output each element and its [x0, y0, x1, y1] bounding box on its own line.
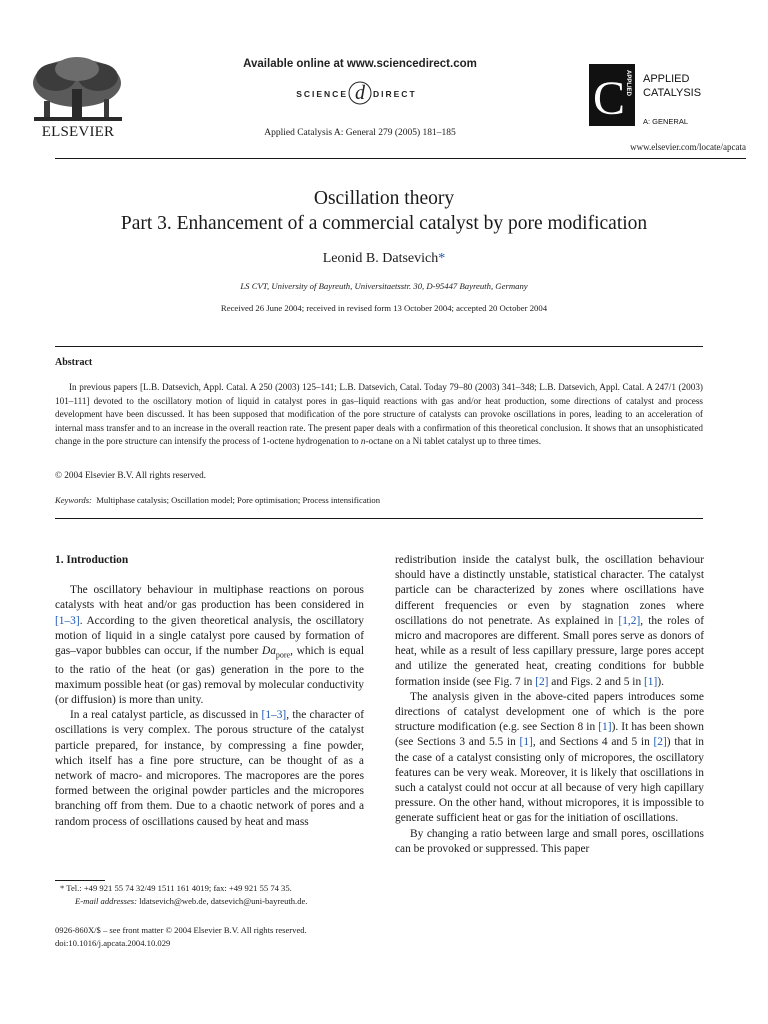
left-column — [55, 553, 364, 830]
abstract-bottom-rule — [55, 518, 703, 519]
author-line — [20, 251, 748, 267]
citation-link[interactable]: [1] — [598, 721, 612, 734]
citation-link[interactable]: [2] — [653, 736, 667, 749]
footnote-tel-fax: * Tel.: +49 921 55 74 32/49 1511 161 4019; fax: +49 921 55 74 35. — [60, 883, 292, 893]
received-dates: Received 26 June 2004; received in revised form 13 October 2004; accepted 20 October 2004 — [220, 303, 548, 313]
intro-paragraph-2: In a real catalyst particle, as discussed in [1–3], the character of oscillations is very complex. The porous structure of the catalyst particle prepared, for instance, by compressing a fine powder, which itself has a fine pore structure, can be thought of as a network of macro- and micropores. The macropores are the pores formed between the original powder particles and the micropores branching off from them. Due to a chaotic network of pores and a random process of oscillations caused by heat and mass — [55, 709, 364, 828]
citation-link[interactable]: [2] — [535, 675, 549, 688]
author-footnote-marker[interactable]: * — [438, 251, 446, 266]
available-online-text[interactable]: Available online at www.sciencedirect.com — [243, 58, 477, 70]
footnote-rule — [55, 880, 105, 881]
doi[interactable]: doi:10.1016/j.apcata.2004.10.029 — [55, 938, 171, 948]
intro-paragraph-3: redistribution inside the catalyst bulk, the oscillation behaviour should have a distinctly unstable, statistical character. The catalyst particle can be characterized by zones where oscillations have different frequencies or even by stagnation zones where oscillations do not penetrate. As explained in [1,2], the roles of micro and macropores are different. Small pores serve as donors of heat, while as a result of less capillary pressure, large pores accept and utilize the generated heat, creating conditions for bubble formation inside (see Fig. 7 in [2] and Figs. 2 and 5 in [1]). — [395, 554, 704, 688]
citation-link[interactable]: [1–3] — [261, 709, 287, 722]
abstract-body: In previous papers [L.B. Datsevich, Appl. Catal. A 250 (2003) 125–141; L.B. Datsevich, Catal. Today 79–80 (2003) 341–348; L.B. Datsevich, Appl. Catal. A 247/1 (2003) 101–111] devoted to the oscillatory motion of liquid in catalyst pores in gas–liquid reactions with gas and/or heat production, some directions of catalyst and process development have been discussed. It has been supposed that modification of the pore structure of catalysts can provoke oscillations in pores, leading to an acceleration of internal mass transfer and to an increase in the overall reaction rate. The present paper deals with a confirmation of this theoretical conclusion. It shows that an unsophisticated change in the pore structure can intensify the process of 1-octene hydrogenation to n-octane on a Ni tablet catalyst up to three times. — [55, 382, 703, 447]
footnote-emails — [75, 896, 307, 906]
citation-link[interactable]: [1,2] — [618, 614, 641, 627]
journal-citation: Applied Catalysis A: General 279 (2005) 181–185 — [264, 128, 456, 138]
sd-left-text: SCIENCE — [296, 89, 348, 99]
citation-link[interactable]: [1] — [519, 736, 533, 749]
svg-text:C: C — [592, 72, 626, 125]
section-heading-introduction: 1. Introduction — [55, 554, 129, 566]
header-rule — [55, 158, 746, 159]
abstract-top-rule — [55, 346, 703, 347]
citation-link[interactable]: [1] — [644, 675, 658, 688]
keywords-label: Keywords: — [55, 495, 92, 505]
author-name: Leonid B. Datsevich — [322, 251, 439, 266]
sd-right-text: DIRECT — [373, 89, 417, 99]
journal-url[interactable]: www.elsevier.com/locate/apcata — [630, 142, 746, 152]
svg-text:CATALYSIS: CATALYSIS — [643, 87, 702, 99]
svg-text:APPLIED: APPLIED — [625, 70, 631, 97]
front-matter: 0926-860X/$ – see front matter © 2004 Elsevier B.V. All rights reserved. — [55, 925, 307, 935]
intro-paragraph-1: The oscillatory behaviour in multiphase reactions on porous catalysts with heat and/or gas production has been considered in [1–3]. According to the given theoretical analysis, the oscillatory motion of liquid in a single catalyst pore caused by formation of gas–vapor bubbles can occur, if the number $Da_{pore}$, which is equal to the ratio of the heat (or gas) generation in the pore to the maximum possible heat (or gas) removal by molecular conductivity (or diffusion) is more than unity. — [55, 584, 365, 706]
keywords-text: Multiphase catalysis; Oscillation model; Pore optimisation; Process intensification — [96, 495, 381, 505]
intro-paragraph-4: The analysis given in the above-cited papers introduces some directions of catalyst development one of which is the pore structure modification (e.g. see Section 8 in [1]). It has been shown (see Sections 3 and 5.5 in [1], and Sections 4 and 5 in [2]) that in the case of a catalyst consisting only of micropores, the oscillatory features can be very weak. Moreover, it is likely that oscillations in such a catalyst could not occur at all because of very high capillary pressure. On the other hand, without micropores, it is impossible to generate sufficient heat or gas for the initiation of oscillations. — [395, 690, 704, 825]
abstract-heading: Abstract — [55, 357, 93, 368]
title-line-2: Part 3. Enhancement of a commercial catalyst by pore modification — [120, 213, 648, 234]
email-label: E-mail addresses: — [75, 896, 137, 906]
keywords — [55, 495, 380, 505]
citation-link[interactable]: [1–3] — [55, 614, 80, 627]
title-line-1: Oscillation theory — [313, 188, 455, 209]
abstract-copyright: © 2004 Elsevier B.V. All rights reserved. — [55, 470, 206, 480]
right-column — [395, 553, 704, 857]
applied-catalysis-logo — [587, 62, 747, 128]
sciencedirect-logo — [230, 80, 490, 106]
svg-text:A: GENERAL: A: GENERAL — [643, 117, 689, 126]
sd-mark-text: d — [355, 82, 365, 104]
email-addresses[interactable]: ldatsevich@web.de, datsevich@uni-bayreuth.de. — [139, 896, 308, 906]
publisher-name: ELSEVIER — [41, 124, 115, 140]
intro-paragraph-5: By changing a ratio between large and small pores, oscillations can be provoked or suppressed. This paper — [395, 827, 704, 855]
svg-text:APPLIED: APPLIED — [643, 73, 690, 85]
affiliation: LS CVT, University of Bayreuth, Universitaetsstr. 30, D-95447 Bayreuth, Germany — [240, 281, 528, 291]
